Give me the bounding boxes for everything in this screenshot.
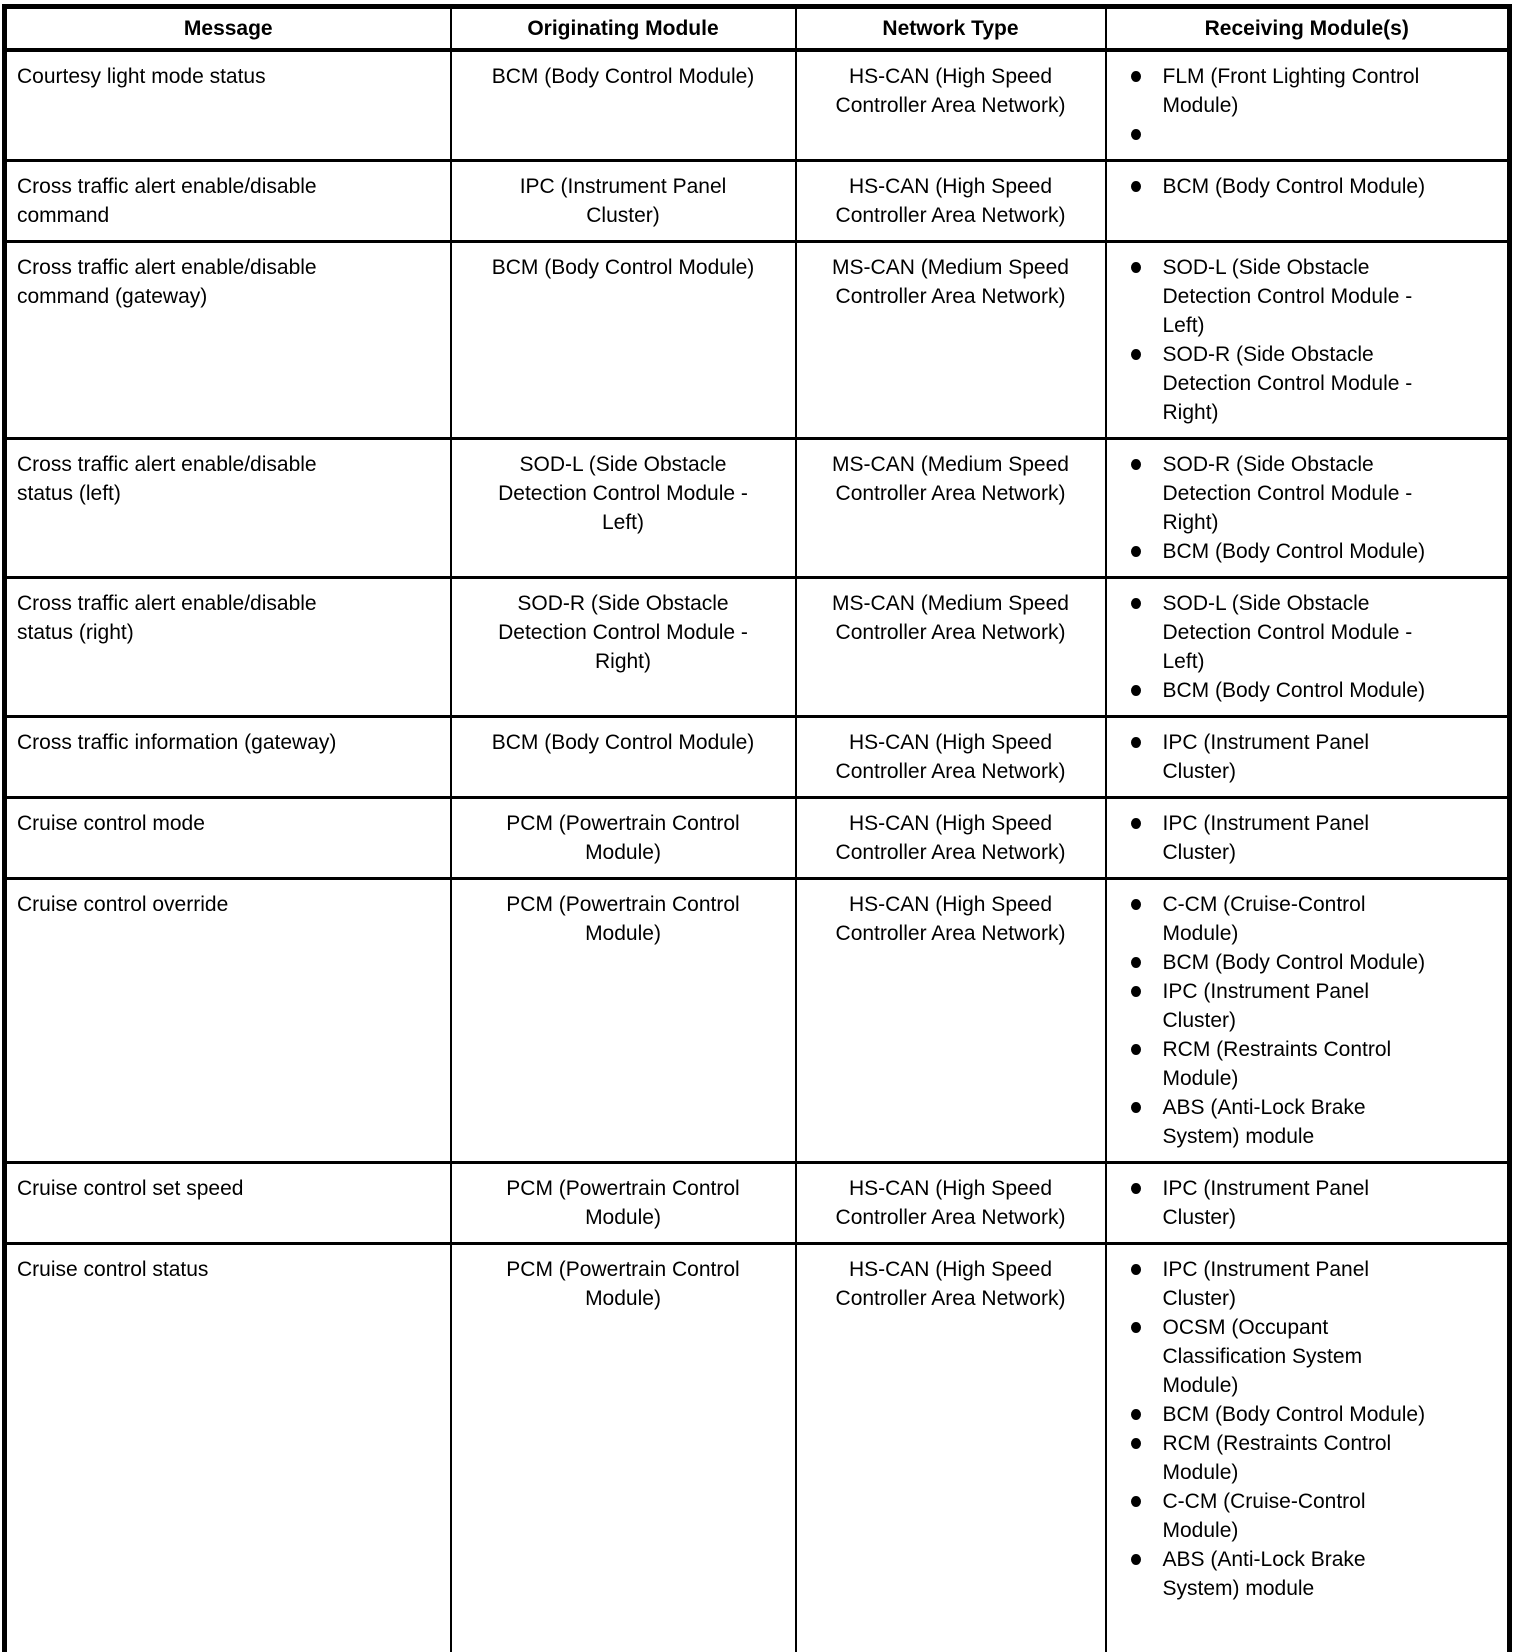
receiving-module-item	[1107, 589, 1502, 676]
network-type-cell: HS-CAN (High Speed Controller Area Network)	[796, 879, 1106, 1163]
receiving-module-item	[1107, 890, 1502, 948]
receiving-module-item	[1107, 172, 1502, 201]
bullet-icon	[1131, 737, 1141, 748]
receiving-modules-cell	[1106, 50, 1510, 161]
receiving-module-text: IPC (Instrument Panel Cluster)	[1162, 980, 1370, 1032]
receiving-module-item	[1107, 450, 1502, 537]
receiving-module-text: BCM (Body Control Module)	[1162, 540, 1426, 563]
bullet-icon	[1131, 818, 1141, 829]
originating-module-cell: IPC (Instrument Panel Cluster)	[451, 161, 796, 242]
bullet-icon	[1131, 899, 1141, 910]
receiving-module-list	[1107, 809, 1502, 867]
receiving-module-item	[1107, 340, 1502, 427]
receiving-modules-cell	[1106, 242, 1510, 439]
receiving-module-list	[1107, 450, 1502, 566]
receiving-module-item	[1107, 1313, 1502, 1400]
receiving-module-list	[1107, 589, 1502, 705]
bullet-icon	[1131, 1183, 1141, 1194]
receiving-module-item	[1107, 1174, 1502, 1232]
receiving-module-text: C-CM (Cruise-Control Module)	[1162, 893, 1366, 945]
network-type-cell: HS-CAN (High Speed Controller Area Network)	[796, 1244, 1106, 1652]
bullet-icon	[1131, 349, 1141, 360]
bullet-icon	[1131, 546, 1141, 557]
receiving-module-item	[1107, 120, 1502, 149]
table-row	[5, 1244, 1510, 1652]
network-type-cell: MS-CAN (Medium Speed Controller Area Network)	[796, 578, 1106, 717]
receiving-modules-cell	[1106, 1163, 1510, 1244]
receiving-module-item	[1107, 1487, 1502, 1545]
receiving-module-item	[1107, 1255, 1502, 1313]
bullet-icon	[1131, 1496, 1141, 1507]
receiving-module-item	[1107, 62, 1502, 120]
originating-module-cell: SOD-L (Side Obstacle Detection Control Module - Left)	[451, 439, 796, 578]
receiving-module-list	[1107, 728, 1502, 786]
table-row	[5, 798, 1510, 879]
column-header-receiving-modules: Receiving Module(s)	[1106, 7, 1510, 51]
message-cell	[5, 439, 451, 578]
message-cell	[5, 717, 451, 798]
bullet-icon	[1131, 685, 1141, 696]
originating-module-cell: BCM (Body Control Module)	[451, 717, 796, 798]
column-header-originating-module: Originating Module	[451, 7, 796, 51]
receiving-module-item	[1107, 1545, 1502, 1603]
column-header-network-type: Network Type	[796, 7, 1106, 51]
message-cell	[5, 1163, 451, 1244]
receiving-module-text: BCM (Body Control Module)	[1162, 951, 1426, 974]
receiving-module-list	[1107, 253, 1502, 427]
receiving-module-text: RCM (Restraints Control Module)	[1162, 1038, 1392, 1090]
bullet-icon	[1131, 1554, 1141, 1565]
receiving-module-item	[1107, 809, 1502, 867]
receiving-module-text: SOD-L (Side Obstacle Detection Control Module - Left)	[1162, 256, 1413, 337]
bullet-icon	[1131, 1438, 1141, 1449]
network-type-cell: MS-CAN (Medium Speed Controller Area Network)	[796, 439, 1106, 578]
receiving-module-item	[1107, 1093, 1502, 1151]
bullet-icon	[1131, 957, 1141, 968]
receiving-module-text: C-CM (Cruise-Control Module)	[1162, 1490, 1366, 1542]
receiving-modules-cell	[1106, 717, 1510, 798]
message-cell	[5, 50, 451, 161]
table-row	[5, 161, 1510, 242]
bullet-icon	[1131, 598, 1141, 609]
receiving-module-item	[1107, 977, 1502, 1035]
table-row	[5, 242, 1510, 439]
message-text: Cruise control status	[17, 1258, 209, 1281]
receiving-module-list	[1107, 172, 1502, 201]
receiving-modules-cell	[1106, 578, 1510, 717]
table-header-row	[5, 7, 1510, 51]
originating-module-cell: PCM (Powertrain Control Module)	[451, 1244, 796, 1652]
bullet-icon	[1131, 262, 1141, 273]
message-cell	[5, 161, 451, 242]
receiving-module-text: IPC (Instrument Panel Cluster)	[1162, 1258, 1370, 1310]
receiving-modules-cell	[1106, 879, 1510, 1163]
receiving-module-text: SOD-L (Side Obstacle Detection Control Module - Left)	[1162, 592, 1413, 673]
bullet-icon	[1131, 71, 1141, 82]
receiving-modules-cell	[1106, 439, 1510, 578]
receiving-module-list	[1107, 1255, 1502, 1603]
network-type-cell: HS-CAN (High Speed Controller Area Network)	[796, 50, 1106, 161]
message-text: Cross traffic alert enable/disable command (gateway)	[17, 256, 317, 308]
receiving-module-text: FLM (Front Lighting Control Module)	[1162, 65, 1420, 117]
receiving-module-item	[1107, 1429, 1502, 1487]
bullet-icon	[1131, 459, 1141, 470]
message-text: Cross traffic alert enable/disable status (right)	[17, 592, 317, 644]
receiving-modules-cell	[1106, 1244, 1510, 1652]
network-type-cell: MS-CAN (Medium Speed Controller Area Network)	[796, 242, 1106, 439]
receiving-module-text: IPC (Instrument Panel Cluster)	[1162, 1177, 1370, 1229]
message-cell	[5, 578, 451, 717]
receiving-module-text: IPC (Instrument Panel Cluster)	[1162, 731, 1370, 783]
receiving-module-item	[1107, 1035, 1502, 1093]
message-routing-table	[2, 4, 1512, 1652]
message-text: Courtesy light mode status	[17, 65, 266, 88]
receiving-modules-cell	[1106, 161, 1510, 242]
receiving-module-text: IPC (Instrument Panel Cluster)	[1162, 812, 1370, 864]
receiving-module-text: SOD-R (Side Obstacle Detection Control Module - Right)	[1162, 453, 1413, 534]
originating-module-cell: PCM (Powertrain Control Module)	[451, 879, 796, 1163]
bullet-icon	[1131, 1409, 1141, 1420]
bullet-icon	[1131, 986, 1141, 997]
table-row	[5, 50, 1510, 161]
receiving-module-text: SOD-R (Side Obstacle Detection Control Module - Right)	[1162, 343, 1413, 424]
receiving-module-item	[1107, 253, 1502, 340]
originating-module-cell: BCM (Body Control Module)	[451, 242, 796, 439]
receiving-module-text: BCM (Body Control Module)	[1162, 175, 1426, 198]
receiving-module-text: BCM (Body Control Module)	[1162, 679, 1426, 702]
receiving-module-text: ABS (Anti-Lock Brake System) module	[1162, 1096, 1366, 1148]
network-type-cell: HS-CAN (High Speed Controller Area Network)	[796, 717, 1106, 798]
bullet-icon	[1131, 129, 1141, 140]
bullet-icon	[1131, 181, 1141, 192]
originating-module-cell: PCM (Powertrain Control Module)	[451, 1163, 796, 1244]
receiving-module-item	[1107, 948, 1502, 977]
table-header	[5, 7, 1510, 51]
table-row	[5, 578, 1510, 717]
receiving-module-item	[1107, 728, 1502, 786]
message-cell	[5, 1244, 451, 1652]
bullet-icon	[1131, 1044, 1141, 1055]
table-body	[5, 50, 1510, 1652]
message-text: Cruise control set speed	[17, 1177, 244, 1200]
message-cell	[5, 798, 451, 879]
bullet-icon	[1131, 1322, 1141, 1333]
network-type-cell: HS-CAN (High Speed Controller Area Network)	[796, 1163, 1106, 1244]
receiving-module-list	[1107, 62, 1502, 149]
network-type-cell: HS-CAN (High Speed Controller Area Network)	[796, 798, 1106, 879]
message-text: Cross traffic information (gateway)	[17, 731, 337, 754]
receiving-module-item	[1107, 676, 1502, 705]
table-row	[5, 717, 1510, 798]
receiving-module-item	[1107, 1400, 1502, 1429]
receiving-module-text: OCSM (Occupant Classification System Module)	[1162, 1316, 1363, 1397]
bullet-icon	[1131, 1264, 1141, 1275]
bullet-icon	[1131, 1102, 1141, 1113]
receiving-module-text: RCM (Restraints Control Module)	[1162, 1432, 1392, 1484]
receiving-module-text: ABS (Anti-Lock Brake System) module	[1162, 1548, 1366, 1600]
message-text: Cruise control mode	[17, 812, 205, 835]
message-text: Cruise control override	[17, 893, 229, 916]
receiving-module-list	[1107, 890, 1502, 1151]
table-row	[5, 879, 1510, 1163]
column-header-message: Message	[5, 7, 451, 51]
table-row	[5, 1163, 1510, 1244]
message-text: Cross traffic alert enable/disable command	[17, 175, 317, 227]
receiving-module-text: BCM (Body Control Module)	[1162, 1403, 1426, 1426]
network-type-cell: HS-CAN (High Speed Controller Area Network)	[796, 161, 1106, 242]
originating-module-cell: SOD-R (Side Obstacle Detection Control Module - Right)	[451, 578, 796, 717]
message-cell	[5, 242, 451, 439]
message-cell	[5, 879, 451, 1163]
message-text: Cross traffic alert enable/disable status (left)	[17, 453, 317, 505]
originating-module-cell: BCM (Body Control Module)	[451, 50, 796, 161]
table-row	[5, 439, 1510, 578]
originating-module-cell: PCM (Powertrain Control Module)	[451, 798, 796, 879]
receiving-modules-cell	[1106, 798, 1510, 879]
receiving-module-list	[1107, 1174, 1502, 1232]
receiving-module-item	[1107, 537, 1502, 566]
